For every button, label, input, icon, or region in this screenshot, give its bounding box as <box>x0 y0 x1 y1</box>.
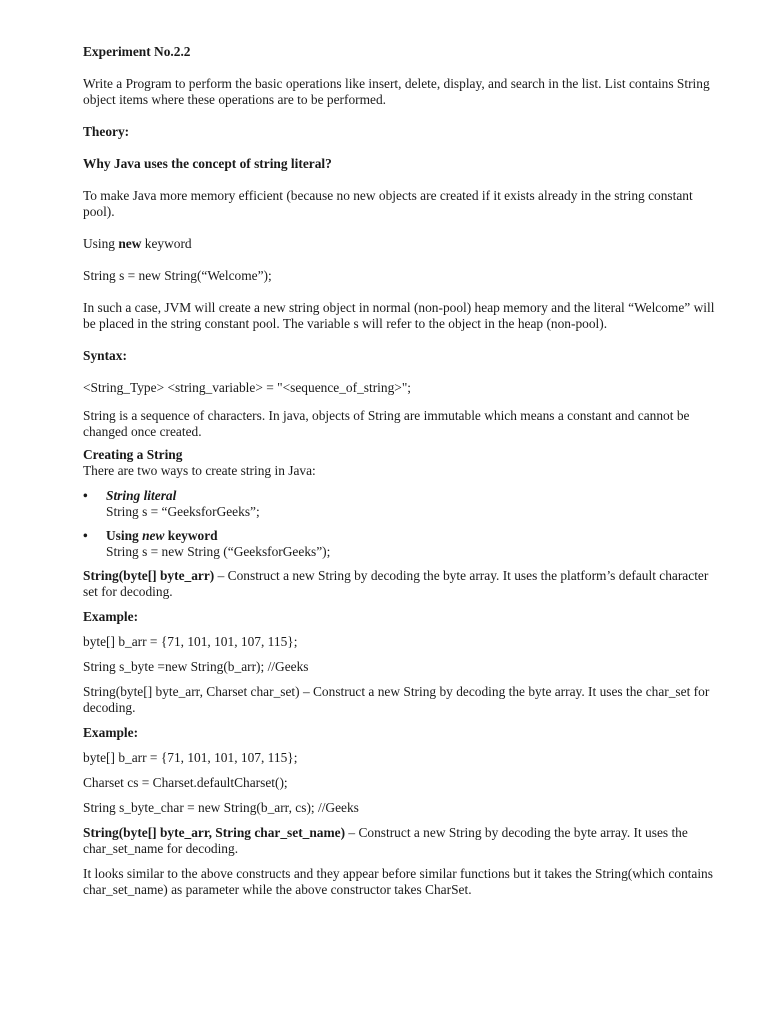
final-paragraph: It looks similar to the above constructs and they appear before similar functions but it takes the String(which contains char_set_name) as parameter while the above constructor takes CharSet. <box>83 866 713 897</box>
two-ways-line: There are two ways to create string in Java: <box>83 463 316 478</box>
question-heading: Why Java uses the concept of string literal? <box>83 156 332 171</box>
answer-paragraph: To make Java more memory efficient (because no new objects are created if it exists already in the string constant pool). <box>83 188 693 219</box>
bullet-dot: • <box>83 528 88 543</box>
constructor-1-description: – Construct a new String by decoding the byte array. It uses the platform’s default character set for decoding. <box>83 568 709 599</box>
bullet-title <box>106 528 723 544</box>
bullet-string-literal <box>83 488 723 520</box>
example-2-line-1: byte[] b_arr = {71, 101, 101, 107, 115}; <box>83 750 298 765</box>
example-1-line-1: byte[] b_arr = {71, 101, 101, 107, 115}; <box>83 634 298 649</box>
bullet-code: String s = “GeeksforGeeks”; <box>106 504 260 519</box>
constructor-1 <box>83 568 723 600</box>
constructor-2: String(byte[] byte_arr, Charset char_set) – Construct a new String by decoding the byte array. It uses the char_set for decoding. <box>83 684 710 715</box>
creating-string-heading: Creating a String <box>83 447 183 462</box>
using-suffix: keyword <box>141 236 192 251</box>
example-label-2: Example: <box>83 725 139 740</box>
syntax-heading: Syntax: <box>83 348 127 363</box>
bullet-title-prefix: Using <box>106 528 143 543</box>
bullet-using-new <box>83 528 723 560</box>
constructor-3-signature: String(byte[] byte_arr, String char_set_name) <box>83 825 346 840</box>
bullet-dot: • <box>83 488 88 503</box>
experiment-title: Experiment No.2.2 <box>83 44 191 59</box>
bullet-title-keyword: new <box>142 528 165 543</box>
example-1-line-2: String s_byte =new String(b_arr); //Geeks <box>83 659 309 674</box>
bullet-code: String s = new String (“GeeksforGeeks”); <box>106 544 331 559</box>
jvm-explanation: In such a case, JVM will create a new string object in normal (non-pool) heap memory and the literal “Welcome” will be placed in the string constant pool. The variable s will refer to the object in the heap (non-pool). <box>83 300 715 331</box>
constructor-3 <box>83 825 723 857</box>
bullet-title: String literal <box>106 488 177 503</box>
using-prefix: Using <box>83 236 119 251</box>
syntax-line: <String_Type> <string_variable> = "<sequence_of_string>"; <box>83 380 412 395</box>
example-2-line-2: Charset cs = Charset.defaultCharset(); <box>83 775 288 790</box>
code-new-string: String s = new String(“Welcome”); <box>83 268 272 283</box>
aim-paragraph: Write a Program to perform the basic operations like insert, delete, display, and search in the list. List contains String object items where these operations are to be performed. <box>83 76 710 107</box>
constructor-1-signature: String(byte[] byte_arr) <box>83 568 215 583</box>
theory-heading: Theory: <box>83 124 130 139</box>
constructor-3-description: – Construct a new String by decoding the byte array. It uses the char_set_name for decoding. <box>83 825 688 856</box>
example-2-line-3: String s_byte_char = new String(b_arr, cs); //Geeks <box>83 800 359 815</box>
bullet-title-suffix: keyword <box>164 528 218 543</box>
new-keyword: new <box>118 236 142 251</box>
document-page <box>83 44 723 898</box>
example-label-1: Example: <box>83 609 139 624</box>
using-new-line <box>83 236 723 252</box>
string-description: String is a sequence of characters. In java, objects of String are immutable which means a constant and cannot be changed once created. <box>83 408 690 439</box>
